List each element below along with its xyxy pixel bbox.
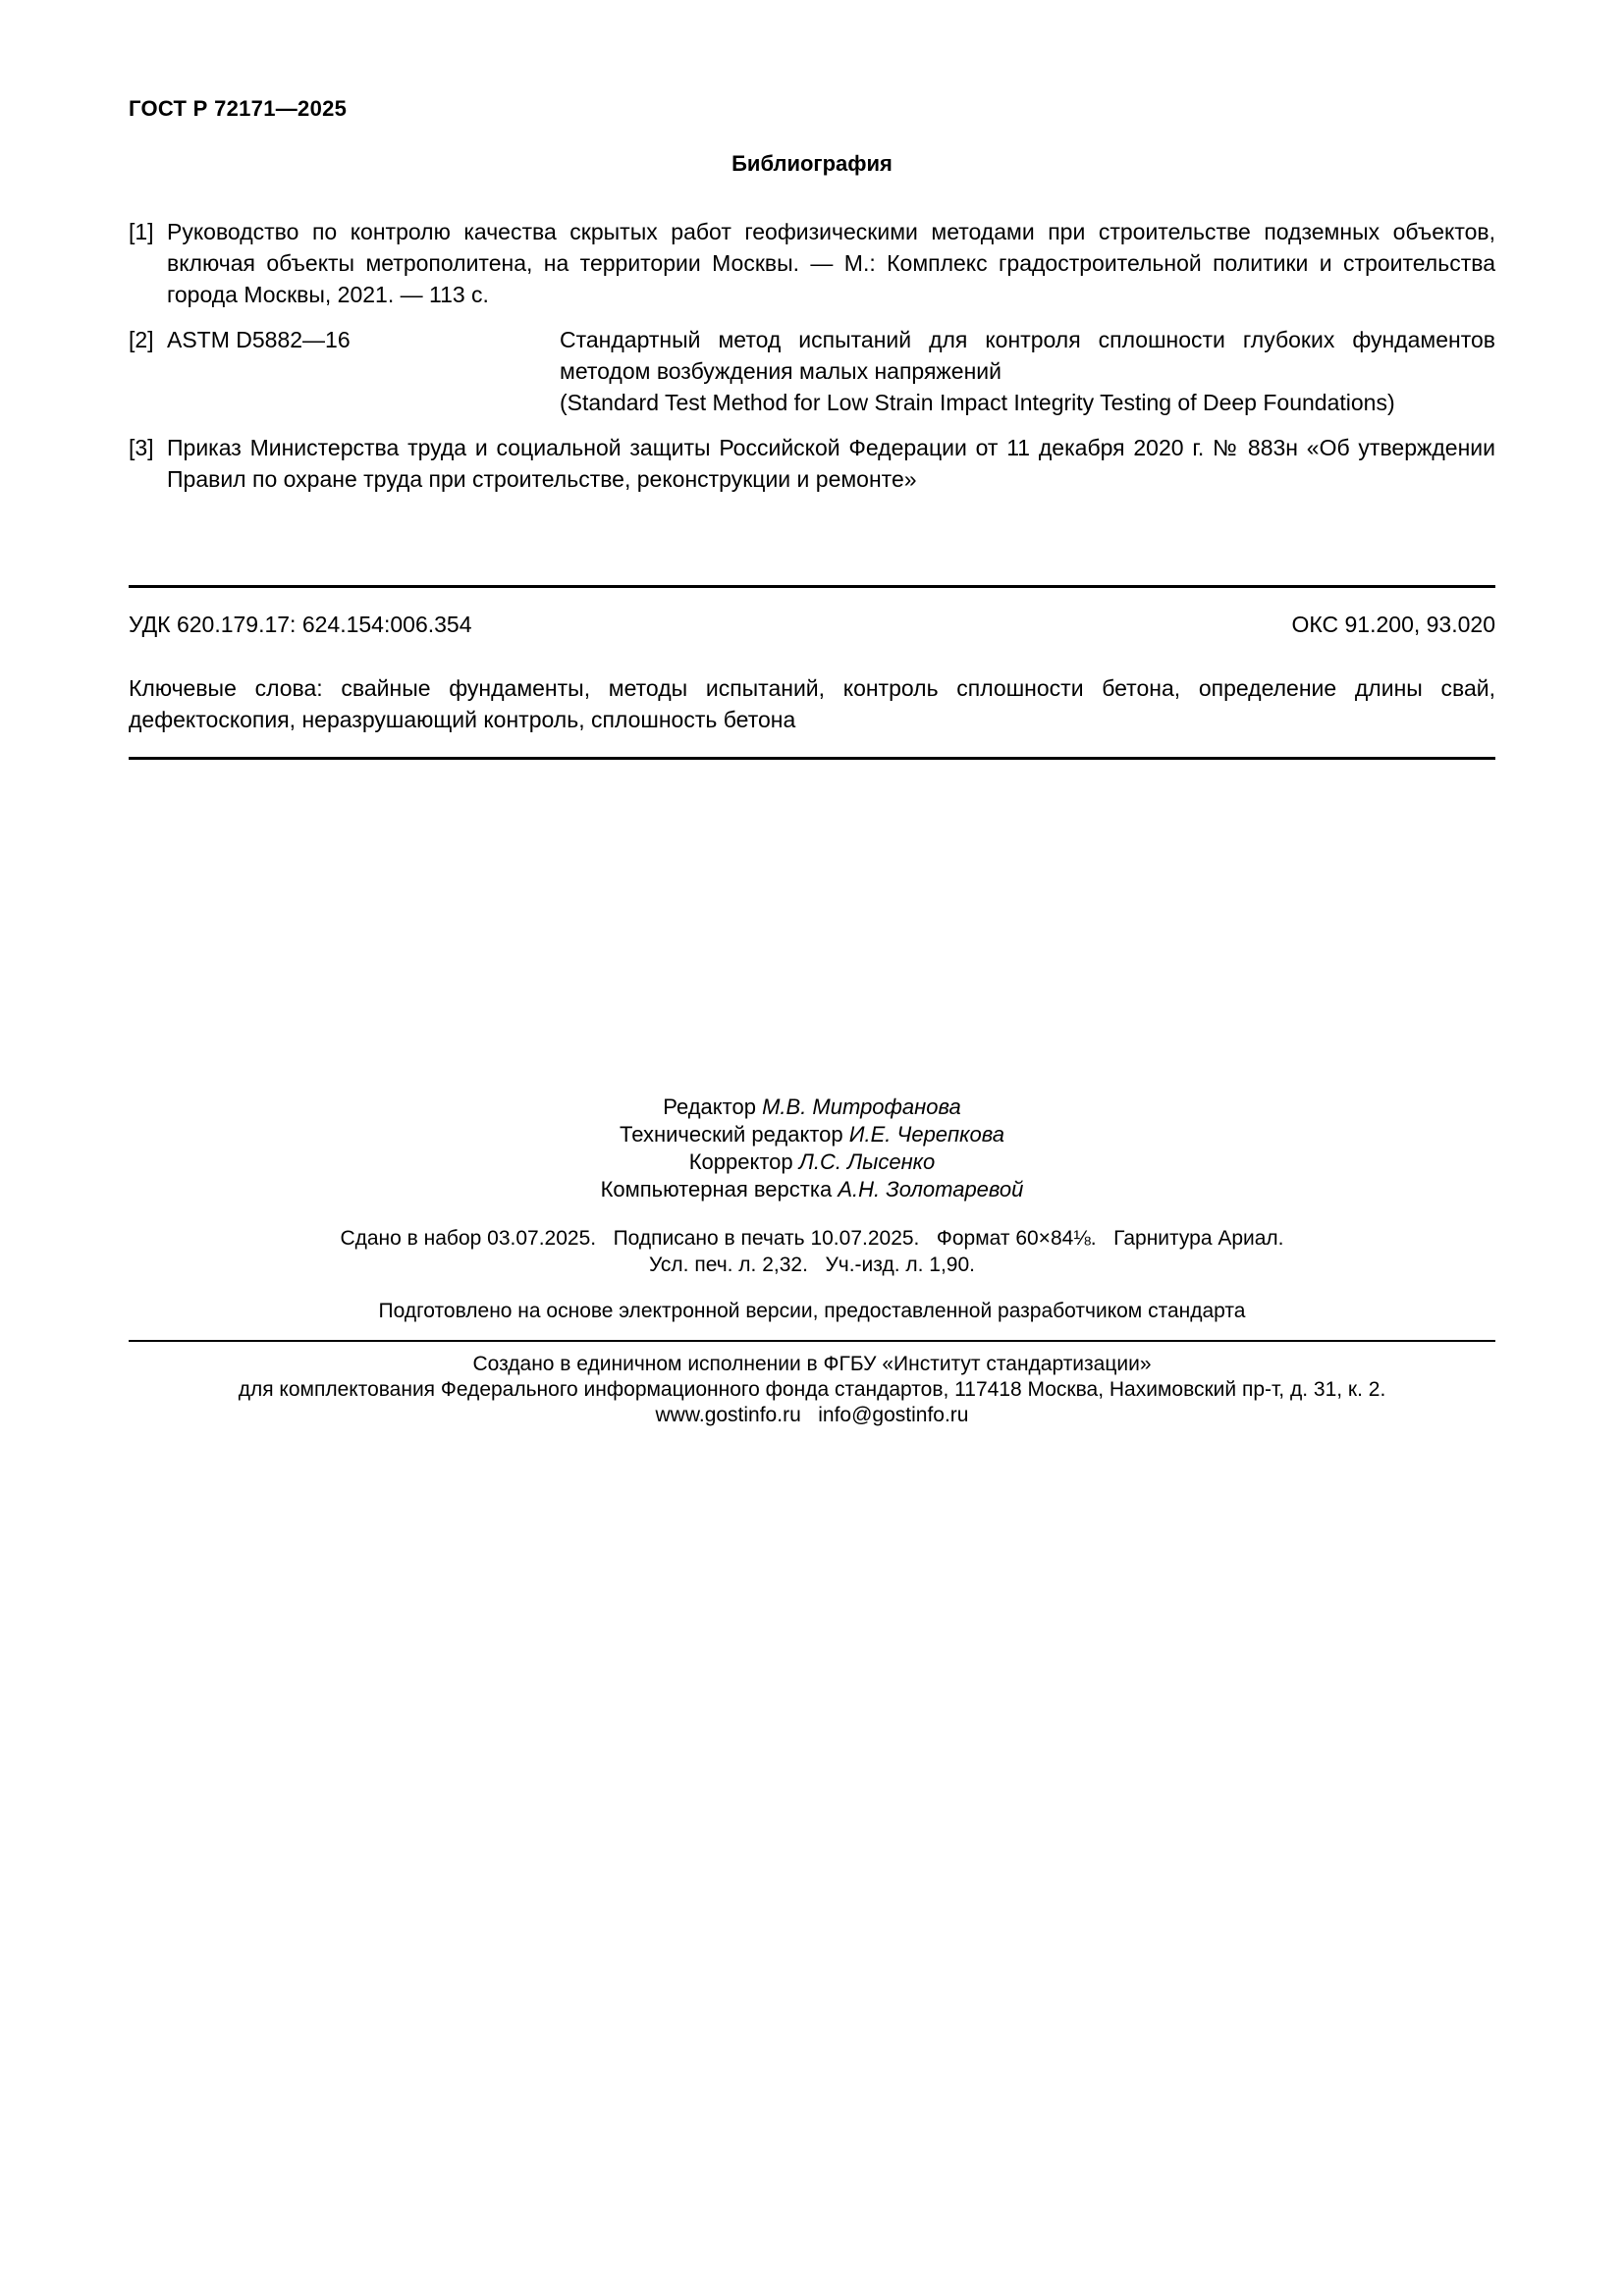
print-info [129, 1225, 1495, 1278]
staff-line-technical-editor [129, 1121, 1495, 1148]
staff-line-layout [129, 1176, 1495, 1203]
bibliography-entry-2 [129, 324, 1495, 418]
entry-2-label: [2] [129, 327, 154, 352]
print-info-line2: Усл. печ. л. 2,32. Уч.-изд. л. 1,90. [648, 1254, 975, 1276]
staff-role: Редактор [663, 1095, 756, 1119]
bibliography-title: Библиография [731, 151, 893, 176]
staff-line-editor [129, 1094, 1495, 1121]
staff-name: Л.С. Лысенко [798, 1149, 936, 1174]
classification-row [129, 612, 1495, 637]
entry-2-description [560, 324, 1495, 418]
publisher-info [129, 1352, 1495, 1428]
bibliography-entry-3 [129, 432, 1495, 495]
staff-name: А.Н. Золотаревой [838, 1177, 1024, 1201]
keywords: Ключевые слова: свайные фундаменты, методы испытаний, контроль сплошности бетона, определение длины свай, дефектоскопия, неразрушающий контроль, сплошность бетона [129, 675, 1495, 732]
entry-2-text-en: (Standard Test Method for Low Strain Impact Integrity Testing of Deep Foundations) [560, 390, 1395, 415]
doc-number: ГОСТ Р 72171—2025 [129, 96, 348, 121]
entry-1-text: Руководство по контролю качества скрытых работ геофизическими методами при строительстве подземных объектов, включая объекты метрополитена, на территории Москвы. — М.: Комплекс градостроительной политики и строительства города Москвы, 2021. — 113 с. [167, 219, 1495, 307]
divider-classification [129, 585, 1495, 588]
publisher-line1: Создано в единичном исполнении в ФГБУ «Институт стандартизации» [472, 1353, 1152, 1375]
bibliography-entry-1 [129, 216, 1495, 310]
oks-code: ОКС 91.200, 93.020 [1291, 612, 1495, 637]
divider-footer [129, 1340, 1495, 1342]
staff-role: Компьютерная верстка [600, 1177, 833, 1201]
entry-3-label: [3] [129, 435, 154, 460]
colophon-staff [129, 1094, 1495, 1203]
staff-name: И.Е. Черепкова [848, 1122, 1004, 1147]
entry-2-code: ASTM D5882—16 [167, 327, 351, 352]
entry-1-label: [1] [129, 219, 154, 244]
print-info-line1: Сдано в набор 03.07.2025. Подписано в печать 10.07.2025. Формат 60×84⅛. Гарнитура Ариал. [340, 1227, 1284, 1250]
publisher-line2: для комплектования Федерального информационного фонда стандартов, 117418 Москва, Нахимовский пр-т, д. 31, к. 2. [238, 1378, 1386, 1401]
entry-2-text-ru: Стандартный метод испытаний для контроля сплошности глубоких фундаментов методом возбуждения малых напряжений [560, 327, 1495, 384]
staff-role: Корректор [688, 1149, 793, 1174]
divider-keywords [129, 757, 1495, 760]
staff-line-proofreader [129, 1148, 1495, 1176]
staff-name: М.В. Митрофанова [762, 1095, 961, 1119]
staff-role: Технический редактор [620, 1122, 843, 1147]
bibliography-list [129, 216, 1495, 495]
prepared-note: Подготовлено на основе электронной версии, предоставленной разработчиком стандарта [378, 1300, 1246, 1322]
publisher-contacts: www.gostinfo.ru info@gostinfo.ru [655, 1404, 969, 1426]
entry-3-text: Приказ Министерства труда и социальной защиты Российской Федерации от 11 декабря 2020 г. № 883н «Об утверждении Правил по охране труда при строительстве, реконструкции и ремонте» [167, 435, 1495, 492]
udk-code: УДК 620.179.17: 624.154:006.354 [129, 612, 472, 637]
